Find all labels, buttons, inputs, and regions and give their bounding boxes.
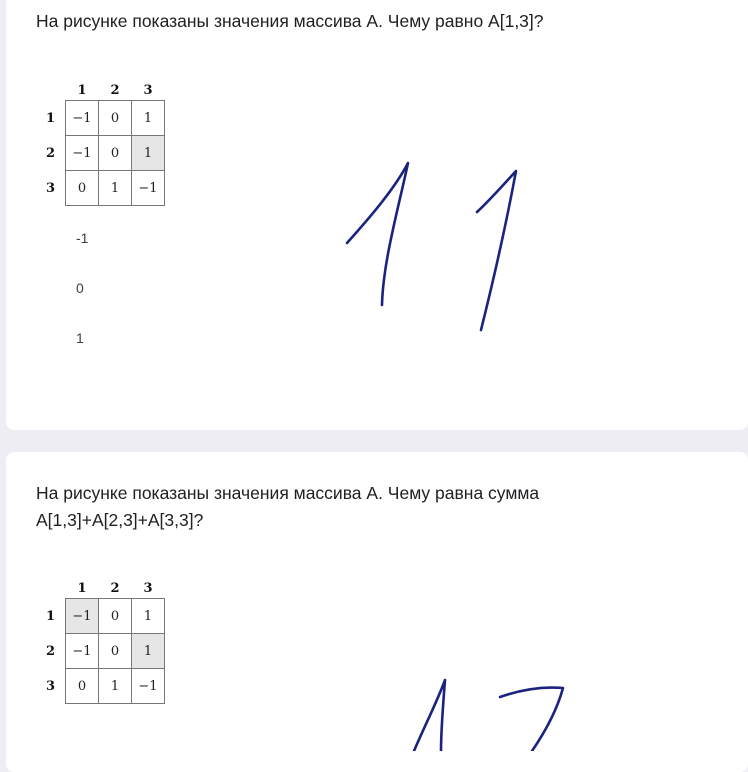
matrix-cell: 0: [66, 171, 99, 206]
row-header: 1: [45, 110, 56, 126]
matrix-table: [36, 80, 165, 206]
column-header: 2: [110, 580, 120, 596]
matrix-cell: 0: [99, 599, 132, 634]
answer-option[interactable]: [76, 230, 88, 280]
matrix-cell: 0: [99, 136, 132, 171]
matrix-cell: −1: [132, 171, 165, 206]
matrix-cell: −1: [66, 599, 99, 634]
matrix-cell: 0: [66, 669, 99, 704]
answer-option-label: 1: [76, 330, 84, 346]
row-header: 3: [45, 180, 56, 196]
answer-options: [76, 230, 88, 380]
matrix-cell: 0: [99, 634, 132, 669]
column-header: 3: [143, 82, 153, 98]
row-header: 3: [45, 678, 56, 694]
column-header: 2: [110, 82, 120, 98]
matrix-cell: 1: [99, 171, 132, 206]
matrix-cell: −1: [66, 136, 99, 171]
column-header: 1: [77, 82, 87, 98]
matrix-cell: −1: [66, 101, 99, 136]
question-text: На рисунке показаны значения массива А. Чему равна сумма А[1,3]+А[2,3]+А[3,3]?: [36, 483, 540, 530]
matrix-cell: −1: [132, 669, 165, 704]
matrix-cell: 1: [132, 599, 165, 634]
matrix-cell: 1: [132, 101, 165, 136]
row-header: 1: [45, 608, 56, 624]
matrix-image: [36, 80, 165, 206]
question-text: На рисунке показаны значения массива А. Чему равно А[1,3]?: [36, 11, 544, 31]
matrix-cell: −1: [66, 634, 99, 669]
row-header: 2: [45, 145, 56, 161]
answer-option[interactable]: [76, 330, 88, 380]
column-header: 3: [143, 580, 153, 596]
matrix-cell: 1: [99, 669, 132, 704]
matrix-cell: 1: [132, 136, 165, 171]
matrix-image: [36, 578, 165, 704]
matrix-cell: 1: [132, 634, 165, 669]
question-card-2: [6, 452, 748, 772]
question-card-1: [6, 0, 748, 430]
answer-option[interactable]: [76, 280, 88, 330]
column-header: 1: [77, 580, 87, 596]
matrix-cell: 0: [99, 101, 132, 136]
answer-option-label: -1: [76, 230, 89, 246]
answer-option-label: 0: [76, 280, 84, 296]
row-header: 2: [45, 643, 56, 659]
matrix-table: [36, 578, 165, 704]
